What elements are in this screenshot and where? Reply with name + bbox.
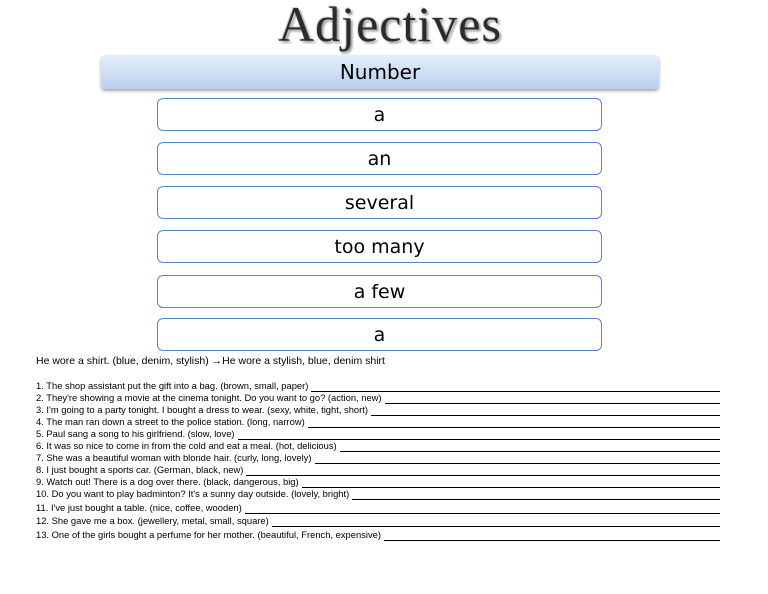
exercise-item: [36, 428, 720, 440]
exercise-text: 10. Do you want to play badminton? It's a sunny day outside. (lovely, bright): [36, 488, 350, 499]
exercise-list: [36, 380, 720, 541]
answer-blank[interactable]: [371, 407, 720, 416]
exercise-item: [36, 515, 720, 527]
category-header: Number: [101, 55, 659, 89]
word-box: a: [157, 98, 602, 131]
page-title: Adjectives: [278, 0, 502, 52]
exercise-item: [36, 380, 720, 392]
exercise-item: [36, 416, 720, 428]
exercise-item: [36, 440, 720, 452]
exercise-text: 2. They're showing a movie at the cinema tonight. Do you want to go? (action, new): [36, 392, 382, 403]
example-sentence: He wore a shirt. (blue, denim, stylish) →He wore a stylish, blue, denim shirt: [36, 355, 385, 367]
word-box: an: [157, 142, 602, 175]
exercise-text: 5. Paul sang a song to his girlfriend. (slow, love): [36, 428, 235, 439]
exercise-item: [36, 488, 720, 500]
exercise-item: [36, 404, 720, 416]
exercise-text: 3. I'm going to a party tonight. I bought a dress to wear. (sexy, white, tight, short): [36, 404, 368, 415]
exercise-item: [36, 392, 720, 404]
exercise-text: 12. She gave me a box. (jewellery, metal, small, square): [36, 515, 269, 526]
word-box: a few: [157, 275, 602, 308]
answer-blank[interactable]: [385, 395, 720, 404]
answer-blank[interactable]: [352, 491, 720, 500]
exercise-text: 9. Watch out! There is a dog over there. (black, dangerous, big): [36, 476, 299, 487]
exercise-text: 1. The shop assistant put the gift into a bag. (brown, small, paper): [36, 380, 309, 391]
answer-blank[interactable]: [302, 479, 720, 488]
answer-blank[interactable]: [340, 443, 720, 452]
exercise-text: 11. I've just bought a table. (nice, coffee, wooden): [36, 501, 242, 513]
word-box: several: [157, 186, 602, 219]
exercise-item: [36, 452, 720, 464]
exercise-text: 8. I just bought a sports car. (German, black, new): [36, 464, 244, 475]
answer-blank[interactable]: [246, 467, 720, 476]
answer-blank[interactable]: [245, 505, 720, 514]
exercise-item: [36, 464, 720, 476]
answer-blank[interactable]: [384, 532, 720, 541]
word-box: too many: [157, 230, 602, 263]
exercise-item: [36, 476, 720, 488]
exercise-item: [36, 529, 720, 541]
exercise-text: 6. It was so nice to come in from the cold and eat a meal. (hot, delicious): [36, 440, 337, 451]
word-box: a: [157, 318, 602, 351]
exercise-text: 4. The man ran down a street to the police station. (long, narrow): [36, 416, 305, 427]
answer-blank[interactable]: [272, 518, 720, 527]
answer-blank[interactable]: [308, 419, 720, 428]
answer-blank[interactable]: [315, 455, 721, 464]
exercise-item: [36, 502, 720, 514]
exercise-text: 13. One of the girls bought a perfume for her mother. (beautiful, French, expensive): [36, 528, 381, 540]
answer-blank[interactable]: [311, 383, 720, 392]
exercise-text: 7. She was a beautiful woman with blonde hair. (curly, long, lovely): [36, 452, 312, 463]
answer-blank[interactable]: [238, 431, 720, 440]
